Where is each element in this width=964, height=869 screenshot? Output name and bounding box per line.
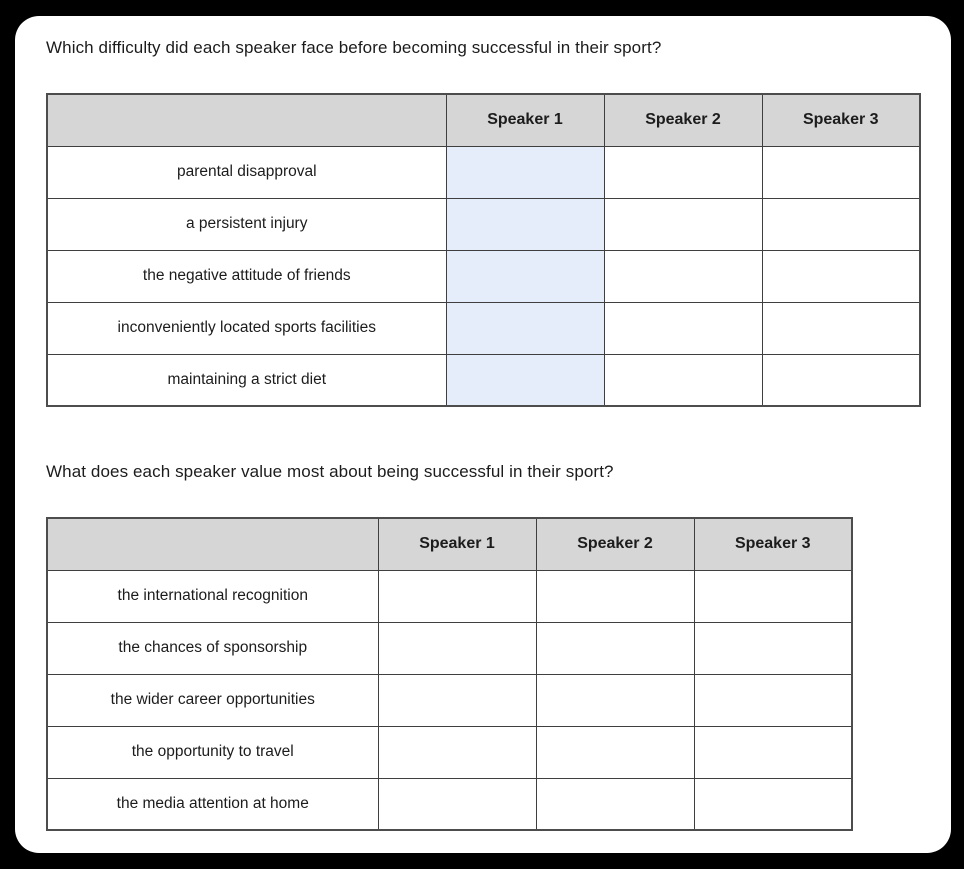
answer-cell-row1-speaker2[interactable] bbox=[536, 570, 694, 622]
table-row bbox=[47, 726, 852, 778]
answer-cell-row3-speaker3[interactable] bbox=[762, 250, 920, 302]
table-row bbox=[47, 302, 920, 354]
header-row bbox=[47, 94, 920, 146]
row-option-label: inconveniently located sports facilities bbox=[47, 302, 446, 354]
row-option-label: the wider career opportunities bbox=[47, 674, 378, 726]
question-2-prompt: What does each speaker value most about being successful in their sport? bbox=[46, 462, 614, 481]
column-header-speaker-2: Speaker 2 bbox=[536, 518, 694, 570]
answer-cell-row2-speaker3[interactable] bbox=[694, 622, 852, 674]
column-header-speaker-2: Speaker 2 bbox=[604, 94, 762, 146]
answer-cell-row3-speaker2[interactable] bbox=[536, 674, 694, 726]
column-header-speaker-1: Speaker 1 bbox=[446, 94, 604, 146]
answer-cell-row5-speaker1[interactable] bbox=[378, 778, 536, 830]
answer-cell-row1-speaker2[interactable] bbox=[604, 146, 762, 198]
answer-cell-row4-speaker3[interactable] bbox=[694, 726, 852, 778]
table-row bbox=[47, 674, 852, 726]
corner-cell bbox=[47, 518, 378, 570]
header-row bbox=[47, 518, 852, 570]
answer-cell-row4-speaker3[interactable] bbox=[762, 302, 920, 354]
column-header-speaker-1: Speaker 1 bbox=[378, 518, 536, 570]
question-block-1 bbox=[46, 36, 920, 407]
answer-cell-row5-speaker3[interactable] bbox=[694, 778, 852, 830]
row-option-label: maintaining a strict diet bbox=[47, 354, 446, 406]
answer-cell-row3-speaker2[interactable] bbox=[604, 250, 762, 302]
table-row bbox=[47, 778, 852, 830]
row-option-label: the opportunity to travel bbox=[47, 726, 378, 778]
answer-table-1 bbox=[46, 93, 921, 407]
question-1-prompt: Which difficulty did each speaker face before becoming successful in their sport? bbox=[46, 38, 662, 57]
table-row bbox=[47, 250, 920, 302]
answer-cell-row2-speaker3[interactable] bbox=[762, 198, 920, 250]
answer-cell-row3-speaker1[interactable] bbox=[446, 250, 604, 302]
column-header-speaker-3: Speaker 3 bbox=[762, 94, 920, 146]
answer-cell-row4-speaker2[interactable] bbox=[536, 726, 694, 778]
column-header-speaker-3: Speaker 3 bbox=[694, 518, 852, 570]
worksheet-card bbox=[15, 16, 951, 853]
row-option-label: the negative attitude of friends bbox=[47, 250, 446, 302]
answer-cell-row1-speaker3[interactable] bbox=[694, 570, 852, 622]
answer-cell-row3-speaker3[interactable] bbox=[694, 674, 852, 726]
answer-cell-row1-speaker1[interactable] bbox=[378, 570, 536, 622]
table-row bbox=[47, 570, 852, 622]
row-option-label: the chances of sponsorship bbox=[47, 622, 378, 674]
answer-cell-row2-speaker2[interactable] bbox=[536, 622, 694, 674]
answer-table-2 bbox=[46, 517, 853, 831]
answer-cell-row2-speaker1[interactable] bbox=[446, 198, 604, 250]
row-option-label: the media attention at home bbox=[47, 778, 378, 830]
answer-cell-row2-speaker1[interactable] bbox=[378, 622, 536, 674]
answer-cell-row5-speaker2[interactable] bbox=[536, 778, 694, 830]
answer-cell-row1-speaker1[interactable] bbox=[446, 146, 604, 198]
answer-cell-row4-speaker1[interactable] bbox=[378, 726, 536, 778]
table-row bbox=[47, 354, 920, 406]
row-option-label: parental disapproval bbox=[47, 146, 446, 198]
question-block-2 bbox=[46, 460, 920, 831]
answer-cell-row5-speaker1[interactable] bbox=[446, 354, 604, 406]
answer-cell-row4-speaker1[interactable] bbox=[446, 302, 604, 354]
answer-cell-row5-speaker3[interactable] bbox=[762, 354, 920, 406]
answer-cell-row4-speaker2[interactable] bbox=[604, 302, 762, 354]
corner-cell bbox=[47, 94, 446, 146]
row-option-label: a persistent injury bbox=[47, 198, 446, 250]
answer-cell-row5-speaker2[interactable] bbox=[604, 354, 762, 406]
answer-cell-row3-speaker1[interactable] bbox=[378, 674, 536, 726]
answer-cell-row1-speaker3[interactable] bbox=[762, 146, 920, 198]
answer-cell-row2-speaker2[interactable] bbox=[604, 198, 762, 250]
table-row bbox=[47, 146, 920, 198]
table-row bbox=[47, 198, 920, 250]
row-option-label: the international recognition bbox=[47, 570, 378, 622]
table-row bbox=[47, 622, 852, 674]
